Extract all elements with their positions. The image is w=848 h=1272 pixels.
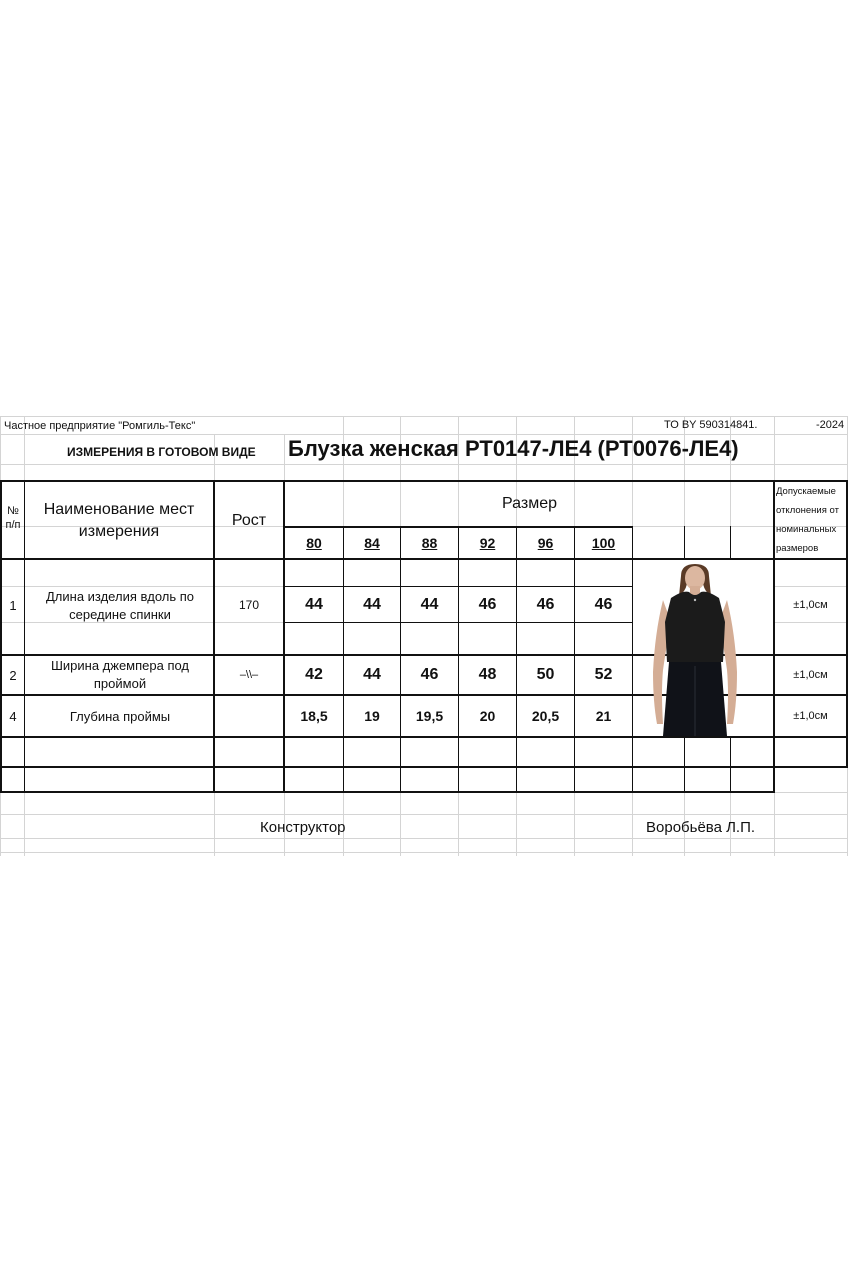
footer-signer: Воробьёва Л.П. — [646, 819, 756, 836]
row-name: Глубина проймы — [69, 708, 171, 724]
value-cell: 52 — [594, 666, 613, 683]
row-number: 4 — [9, 708, 17, 724]
table-border — [24, 480, 25, 793]
col-height-header: Рост — [231, 512, 267, 529]
value-cell: 19 — [364, 708, 380, 724]
year: -2024 — [816, 419, 845, 431]
size-label: 88 — [421, 535, 438, 551]
size-label: 84 — [364, 535, 380, 551]
row-number: 2 — [9, 667, 17, 683]
table-border — [0, 558, 848, 560]
value-cell: 20 — [479, 708, 496, 724]
row-height: 170 — [238, 598, 260, 612]
col-name-header: Наименование мест измерения — [43, 501, 195, 540]
row-tolerance: ±1,0см — [793, 599, 828, 611]
value-cell: 50 — [536, 666, 555, 683]
value-cell: 18,5 — [300, 708, 328, 724]
value-cell: 46 — [594, 596, 613, 613]
value-cell: 44 — [420, 596, 439, 613]
table-border — [283, 480, 285, 793]
size-label: 92 — [479, 535, 496, 551]
value-cell: 44 — [305, 596, 323, 613]
table-border — [684, 736, 685, 792]
row-name: Длина изделия вдоль по середине спинки — [45, 589, 195, 622]
page-title: Блузка женская РТ0147-ЛЕ4 (РТ0076-ЛЕ4) — [288, 436, 739, 461]
value-cell: 46 — [536, 596, 555, 613]
grid-line — [0, 852, 848, 853]
col-tolerance-header: Допускаемые отклонения от номинальных размеров — [776, 486, 839, 554]
value-cell: 20,5 — [531, 708, 560, 724]
row-height: –\\– — [239, 669, 259, 681]
col-number-header: № п/п — [5, 505, 21, 531]
table-border — [684, 526, 685, 560]
row-tolerance: ±1,0см — [793, 710, 828, 722]
row-height — [215, 696, 283, 736]
value-cell: 44 — [363, 666, 381, 683]
table-border — [0, 736, 848, 738]
table-border — [773, 480, 775, 793]
row-tolerance: ±1,0см — [793, 669, 828, 681]
value-cell: 48 — [478, 666, 497, 683]
table-border — [0, 766, 848, 768]
table-border — [632, 526, 633, 792]
value-cell: 19,5 — [415, 708, 444, 724]
table-border — [730, 526, 731, 560]
row-number: 1 — [9, 597, 17, 613]
size-label: 96 — [537, 535, 554, 551]
grid-line — [0, 464, 848, 465]
grid-line — [0, 838, 848, 839]
product-photo — [645, 562, 745, 736]
grid-line — [0, 434, 848, 435]
value-cell: 21 — [595, 708, 612, 724]
table-border — [730, 736, 731, 792]
size-label: 100 — [591, 535, 616, 551]
value-cell: 44 — [363, 596, 381, 613]
table-border — [0, 480, 848, 482]
size-chart-sheet — [0, 416, 848, 856]
standard-code: ТО BY 590314841. — [664, 419, 758, 431]
value-cell: 42 — [305, 666, 323, 683]
value-cell: 46 — [478, 596, 497, 613]
value-cell: 46 — [420, 666, 439, 683]
col-size-header: Размер — [502, 495, 557, 512]
company-name: Частное предприятие "Ромгиль-Текс" — [4, 420, 196, 432]
table-border — [0, 791, 775, 793]
grid-line — [0, 416, 848, 417]
row-name: Ширина джемпера под проймой — [50, 658, 190, 691]
footer-role: Конструктор — [260, 819, 346, 836]
subtitle: ИЗМЕРЕНИЯ В ГОТОВОМ ВИДЕ — [67, 445, 256, 459]
grid-line — [0, 814, 848, 815]
size-label: 80 — [306, 535, 322, 551]
